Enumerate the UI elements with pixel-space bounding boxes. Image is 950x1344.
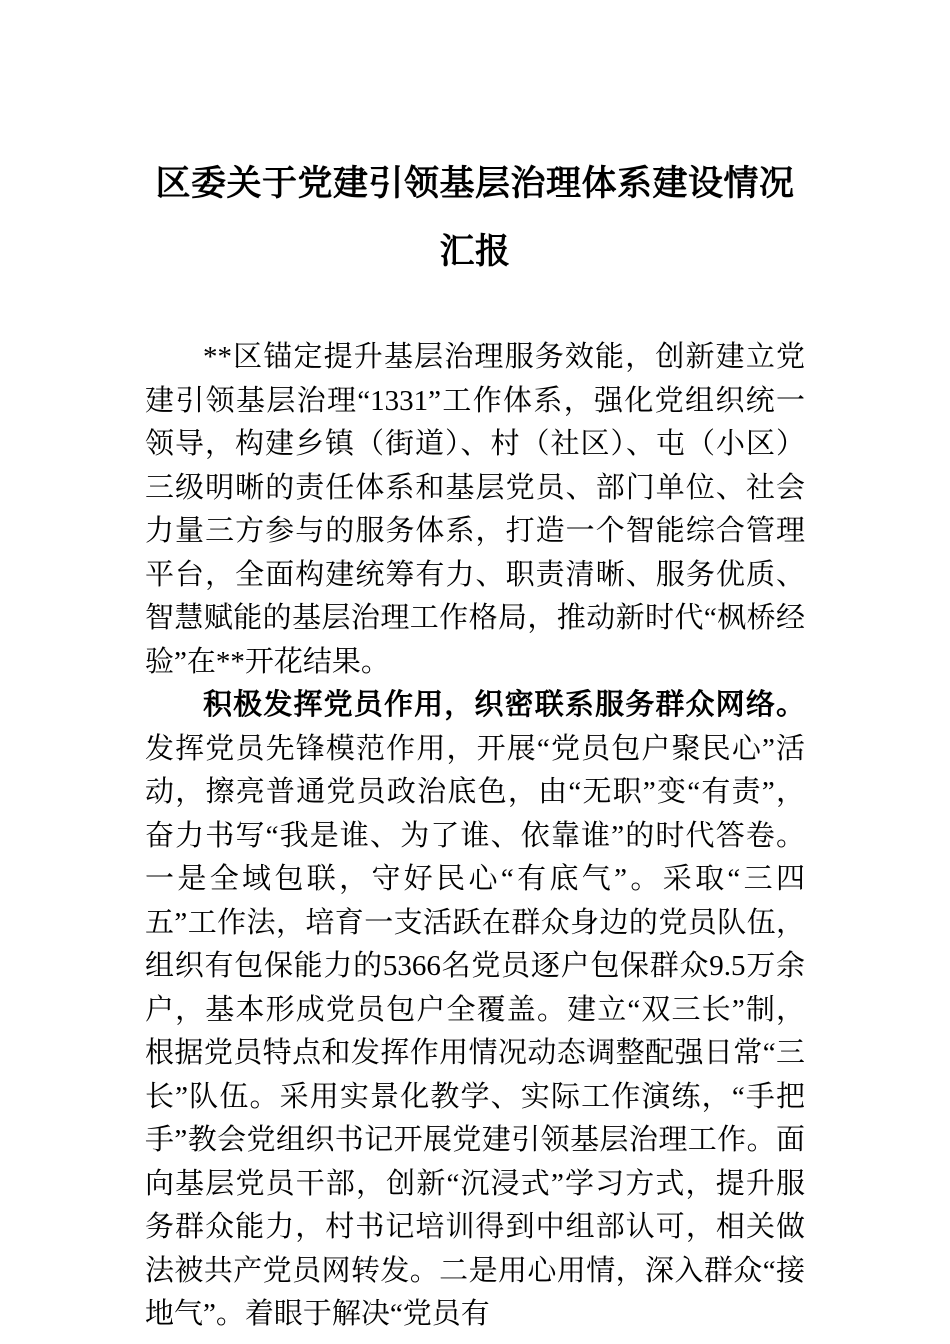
paragraph-intro <box>145 336 805 684</box>
paragraph-lead: 积极发挥党员作用，织密联系服务群众网络。 <box>203 689 805 721</box>
document-title: 区委关于党建引领基层治理体系建设情况汇报 <box>155 164 795 271</box>
paragraph-section-1 <box>145 684 805 1337</box>
paragraph-text: 发挥党员先锋模范作用，开展“党员包户聚民心”活动，擦亮普通党员政治底色，由“无职”变“有责”，奋力书写“我是谁、为了谁、依靠谁”的时代答卷。一是全域包联，守好民心“有底气”。采取“三四五”工作法，培育一支活跃在群众身边的党员队伍，组织有包保能力的5366名党员逐户包保群众9.5万余户，基本形成党员包户全覆盖。建立“双三长”制，根据党员特点和发挥作用情况动态调整配强日常“三长”队伍。采用实景化教学、实际工作演练，“手把手”教会党组织书记开展党建引领基层治理工作。面向基层党员干部，创新“沉浸式”学习方式，提升服务群众能力，村书记培训得到中组部认可，相关做法被共产党员网转发。二是用心用情，深入群众“接地气”。着眼于解决“党员有 <box>145 732 805 1330</box>
paragraph-text: **区锚定提升基层治理服务效能，创新建立党建引领基层治理“1331”工作体系，强化党组织统一领导，构建乡镇（街道）、村（社区）、屯（小区）三级明晰的责任体系和基层党员、部门单位、社会力量三方参与的服务体系，打造一个智能综合管理平台，全面构建统筹有力、职责清晰、服务优质、智慧赋能的基层治理工作格局，推动新时代“枫桥经验”在**开花结果。 <box>145 341 805 678</box>
document-body <box>145 336 805 1337</box>
